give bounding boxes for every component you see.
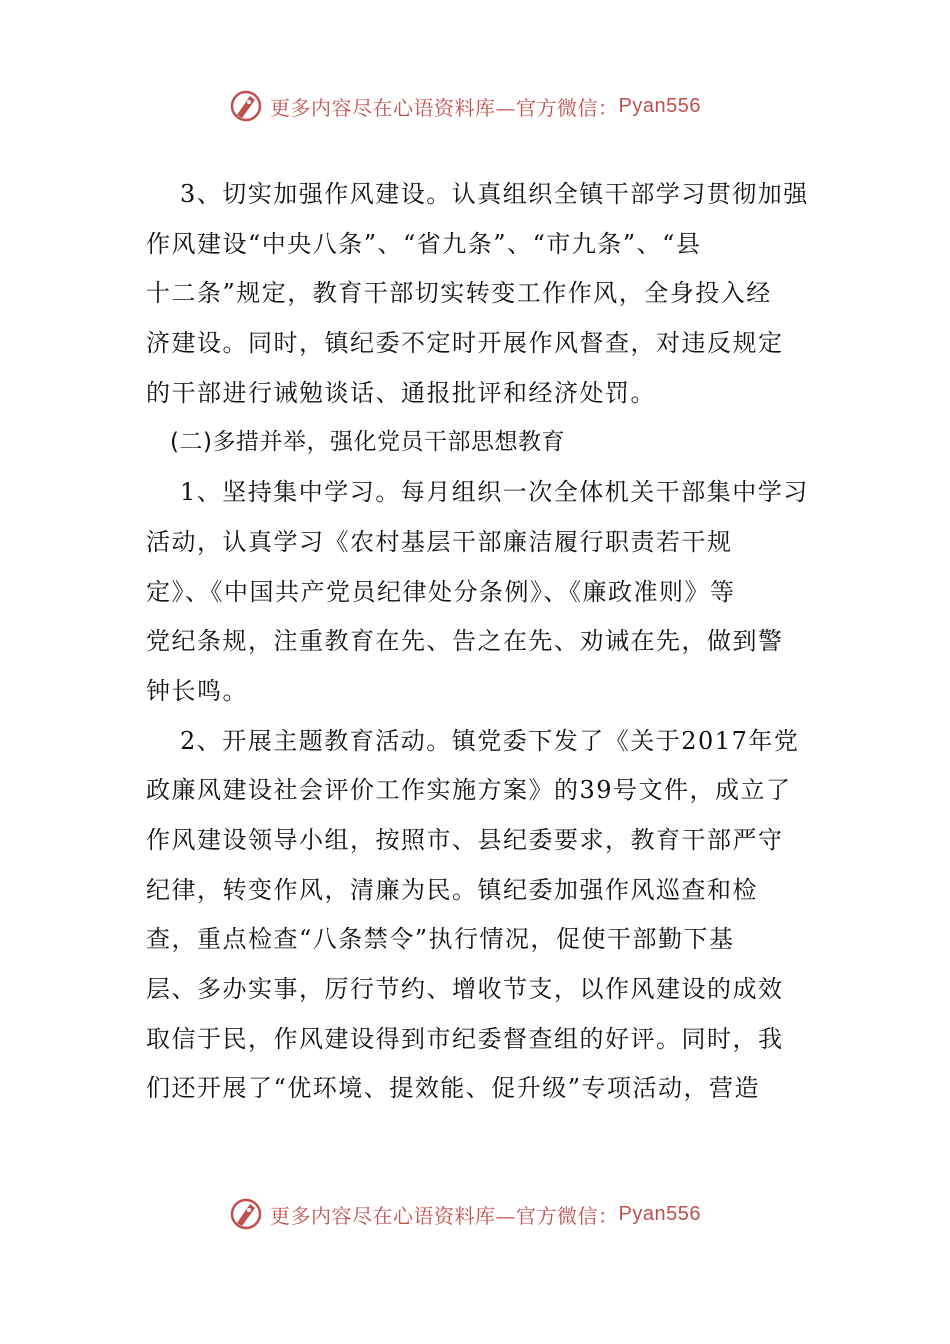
document-body xyxy=(146,170,809,1114)
paragraph-line: 2、开展主题教育活动。镇党委下发了《关于2017年党 xyxy=(180,726,800,755)
paragraph-line: 党纪条规，注重教育在先、告之在先、劝诫在先，做到警 xyxy=(146,627,784,656)
section-heading: (二)多措并举，强化党员干部思想教育 xyxy=(170,429,565,456)
header-banner xyxy=(228,86,701,126)
paragraph-line: 纪律，转变作风，清廉为民。镇纪委加强作风巡查和检 xyxy=(146,875,758,904)
paragraph-line: 层、多办实事，厉行节约、增收节支，以作风建设的成效 xyxy=(146,975,784,1003)
header-wechat-id: Pyan556 xyxy=(618,94,701,117)
pen-nib-logo-icon xyxy=(228,88,264,124)
header-banner-text: 更多内容尽在心语资料库—官方微信： xyxy=(270,95,619,120)
footer-banner-text: 更多内容尽在心语资料库—官方微信： xyxy=(270,1203,619,1228)
paragraph-line: 的干部进行诫勉谈话、通报批评和经济处罚。 xyxy=(146,378,656,407)
paragraph-line: 作风建设“中央八条”、“省九条”、“市九条”、“县 xyxy=(146,229,702,258)
paragraph-line: 活动，认真学习《农村基层干部廉洁履行职责若干规 xyxy=(146,527,733,556)
paragraph-line: 3、切实加强作风建设。认真组织全镇干部学习贯彻加强 xyxy=(180,180,809,208)
paragraph-line: 作风建设领导小组，按照市、县纪委要求，教育干部严守 xyxy=(146,825,784,854)
paragraph-line: 钟长鸣。 xyxy=(146,676,248,705)
paragraph-line: 定》、《中国共产党员纪律处分条例》、《廉政准则》等 xyxy=(146,577,736,606)
paragraph-line: 十二条”规定，教育干部切实转变工作作风，全身投入经 xyxy=(146,279,772,308)
footer-wechat-id: Pyan556 xyxy=(618,1202,701,1225)
footer-banner xyxy=(228,1194,701,1234)
paragraph-line: 1、坚持集中学习。每月组织一次全体机关干部集中学习 xyxy=(180,478,809,507)
paragraph-line: 查，重点检查“八条禁令”执行情况，促使干部勤下基 xyxy=(146,925,735,954)
paragraph-line: 政廉风建设社会评价工作实施方案》的39号文件，成立了 xyxy=(146,776,792,805)
paragraph-line: 们还开展了“优环境、提效能、促升级”专项活动，营造 xyxy=(146,1074,761,1103)
pen-nib-logo-icon xyxy=(228,1196,264,1232)
paragraph-line: 济建设。同时，镇纪委不定时开展作风督查，对违反规定 xyxy=(146,329,784,358)
paragraph-line: 取信于民，作风建设得到市纪委督查组的好评。同时，我 xyxy=(146,1024,784,1053)
